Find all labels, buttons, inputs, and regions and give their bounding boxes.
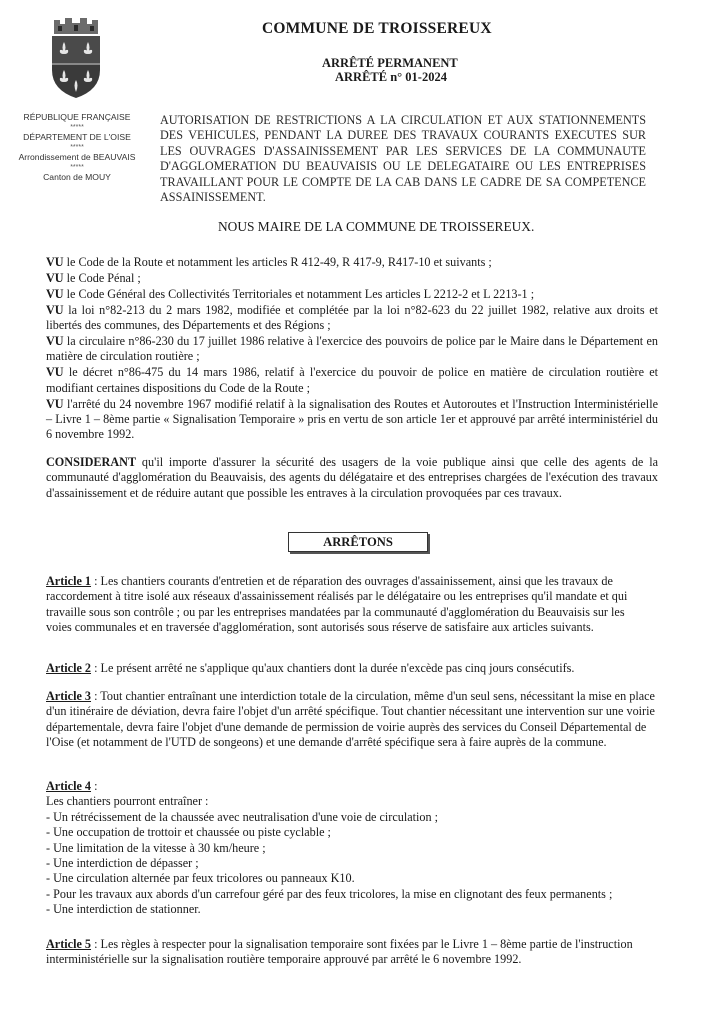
mayor-statement: NOUS MAIRE DE LA COMMUNE DE TROISSEREUX. [218,219,535,234]
vu-clause: VU le Code de la Route et notamment les articles R 412-49, R 417-9, R417-10 et suivants ; [46,255,492,269]
arretons-heading: ARRÊTONS [288,532,428,552]
article-2 [46,661,658,676]
vu-clause: VU le Code Pénal ; [46,270,141,285]
commune-title: COMMUNE DE TROISSEREUX [262,20,492,37]
article-title: Article 4 [46,779,92,793]
arrete-type: ARRÊTÉ PERMANENT [322,56,458,70]
article-title: Article 2 [46,661,92,675]
article-title: Article 1 [46,574,92,588]
article-text: : Le présent arrêté ne s'applique qu'aux chantiers dont la durée n'excède pas cinq jours consécutifs. [91,661,575,675]
article-text: : Les règles à respecter pour la signalisation temporaire sont fixées par le Livre 1 – 8ème partie de l'instruction interministérielle sur la signalisation routière temporaire approuvé par arrêté le 6 novembre 1992. [46,937,633,967]
vu-clause: VU la circulaire n°86-230 du 17 juillet 1986 relative à l'exercice des pouvoirs de police par le Maire dans le Département en matière de circulation routière ; [46,334,658,364]
list-item: - Une circulation alternée par feux tricolores ou panneaux K10. [46,871,355,886]
vu-clause: VU le décret n°86-475 du 14 mars 1986, relatif à l'exercice du pouvoir de police en matière de circulation routière et modifiant certaines dispositions du Code de la Route ; [46,365,658,395]
list-item: - Un rétrécissement de la chaussée avec neutralisation d'une voie de circulation ; [46,809,439,824]
article-4: Article 4 : Les chantiers pourront entraîner : - Un rétrécissement de la chaussée avec neutralisation d'une voie de circulation ; - Une occupation de trottoir et chaussée ou piste cyclable ; - Une limitation de la vitesse à 30 km/heure ; - Une interdiction de dépasser ; - Une circulation alternée par feux tricolores ou panneaux K10. - Pour les travaux aux abords d'un carrefour géré par des feux tricolores, la mise en clignotant des feux permanents ; - Une interdiction de stationner. [46,779,658,918]
arrondissement-label: Arrondissement de BEAUVAIS [18,152,136,162]
coat-of-arms-crest [46,12,106,100]
canton-label: Canton de MOUY [43,172,111,182]
republique-label: RÉPUBLIQUE FRANÇAISE [23,112,131,122]
list-item: - Une interdiction de dépasser ; [46,856,199,871]
list-item: - Une limitation de la vitesse à 30 km/heure ; [46,840,266,855]
considerant-label: CONSIDERANT [46,455,137,469]
list-item: - Une interdiction de stationner. [46,902,201,917]
considerant-text: qu'il importe d'assurer la sécurité des usagers de la voie publique ainsi que celle des agents de la communauté d'agglomération du Beauvaisis, des agents du délégataire et des entreprises chargées de l'exécution des travaux d'assainissement et de réduire autant que possible les entraves à la circulation provoquées par ces travaux. [46,455,658,500]
list-item: - Pour les travaux aux abords d'un carrefour géré par des feux tricolores, la mise en clignotant des feux permanents ; [46,886,613,901]
vu-clause: VU l'arrêté du 24 novembre 1967 modifié relatif à la signalisation des Routes et Autoroutes et l'Instruction Interministérielle – Livre 1 – 8ème partie « Signalisation Temporaire » pris en vertu de son article 1er et approuvé par arrêté interministériel du 6 novembre 1992. [46,396,658,442]
vu-clauses [46,255,658,443]
article-intro: Les chantiers pourront entraîner : [46,794,209,809]
article-title: Article 3 [46,689,92,703]
separator: ***** [70,144,84,151]
arrete-number: ARRÊTÉ n° 01-2024 [335,70,447,84]
separator: ***** [70,164,84,171]
vu-clause: VU le Code Général des Collectivités Territoriales et notamment Les articles L 2212-2 et L 2213-1 ; [46,286,535,301]
article-text: : Tout chantier entraînant une interdiction totale de la circulation, même d'un seul sens, nécessitant la mise en place d'un itinéraire de déviation, devra faire l'objet d'un arrêté spécifique. Tout chantier nécessitant une intervention sur une voirie départementale, devra faire l'objet d'une demande de permission de voirie auprès des services du Conseil Départemental de l'Oise (et notamment de l'UTD de songeons) et une demande d'arrêté spécifique sera à faire auprès de la commune. [46,689,655,750]
article-3 [46,689,656,751]
administrative-sidebar [4,112,150,183]
list-item: - Une occupation de trottoir et chaussée ou piste cyclable ; [46,825,331,840]
article-text: : Les chantiers courants d'entretien et de réparation des ouvrages d'assainissement, ainsi que les travaux de raccordement à titre isolé aux réseaux d'assainissement réalisés par le délégataire ou les entreprises qu'il mandate et qui travaille sous son contrôle ; ou par les entreprises mandatées par la communauté d'agglomération du Beauvaisis sur les voies communales et en traversée d'agglomération, sont autorisés sous réserve de satisfaire aux articles suivants. [46,574,628,635]
article-title: Article 5 [46,937,92,951]
vu-clause: VU la loi n°82-213 du 2 mars 1982, modifiée et complétée par la loi n°82-623 du 22 juillet 1982, relative aux droits et libertés des communes, des Départements et des Régions ; [46,302,658,333]
article-1 [46,574,646,636]
article-5 [46,937,658,968]
considerant-clause [46,455,658,501]
arrete-subject: AUTORISATION DE RESTRICTIONS A LA CIRCULATION ET AUX STATIONNEMENTS DES VEHICULES, PENDANT LA DUREE DES TRAVAUX COURANTS EXECUTES SUR LES OUVRAGES D'ASSAINISSEMENT PAR LES SERVICES DE LA COMMUNAUTE D'AGGLOMERATION DU BEAUVAISIS OU LE DELEGATAIRE OU LES ENTREPRISES TRAVAILLANT POUR LE COMPTE DE LA CAB DANS LE CADRE DE SA COMPETENCE ASSAINISSEMENT. [160,113,646,205]
departement-label: DÉPARTEMENT DE L'OISE [23,132,131,142]
separator: ***** [70,124,84,131]
